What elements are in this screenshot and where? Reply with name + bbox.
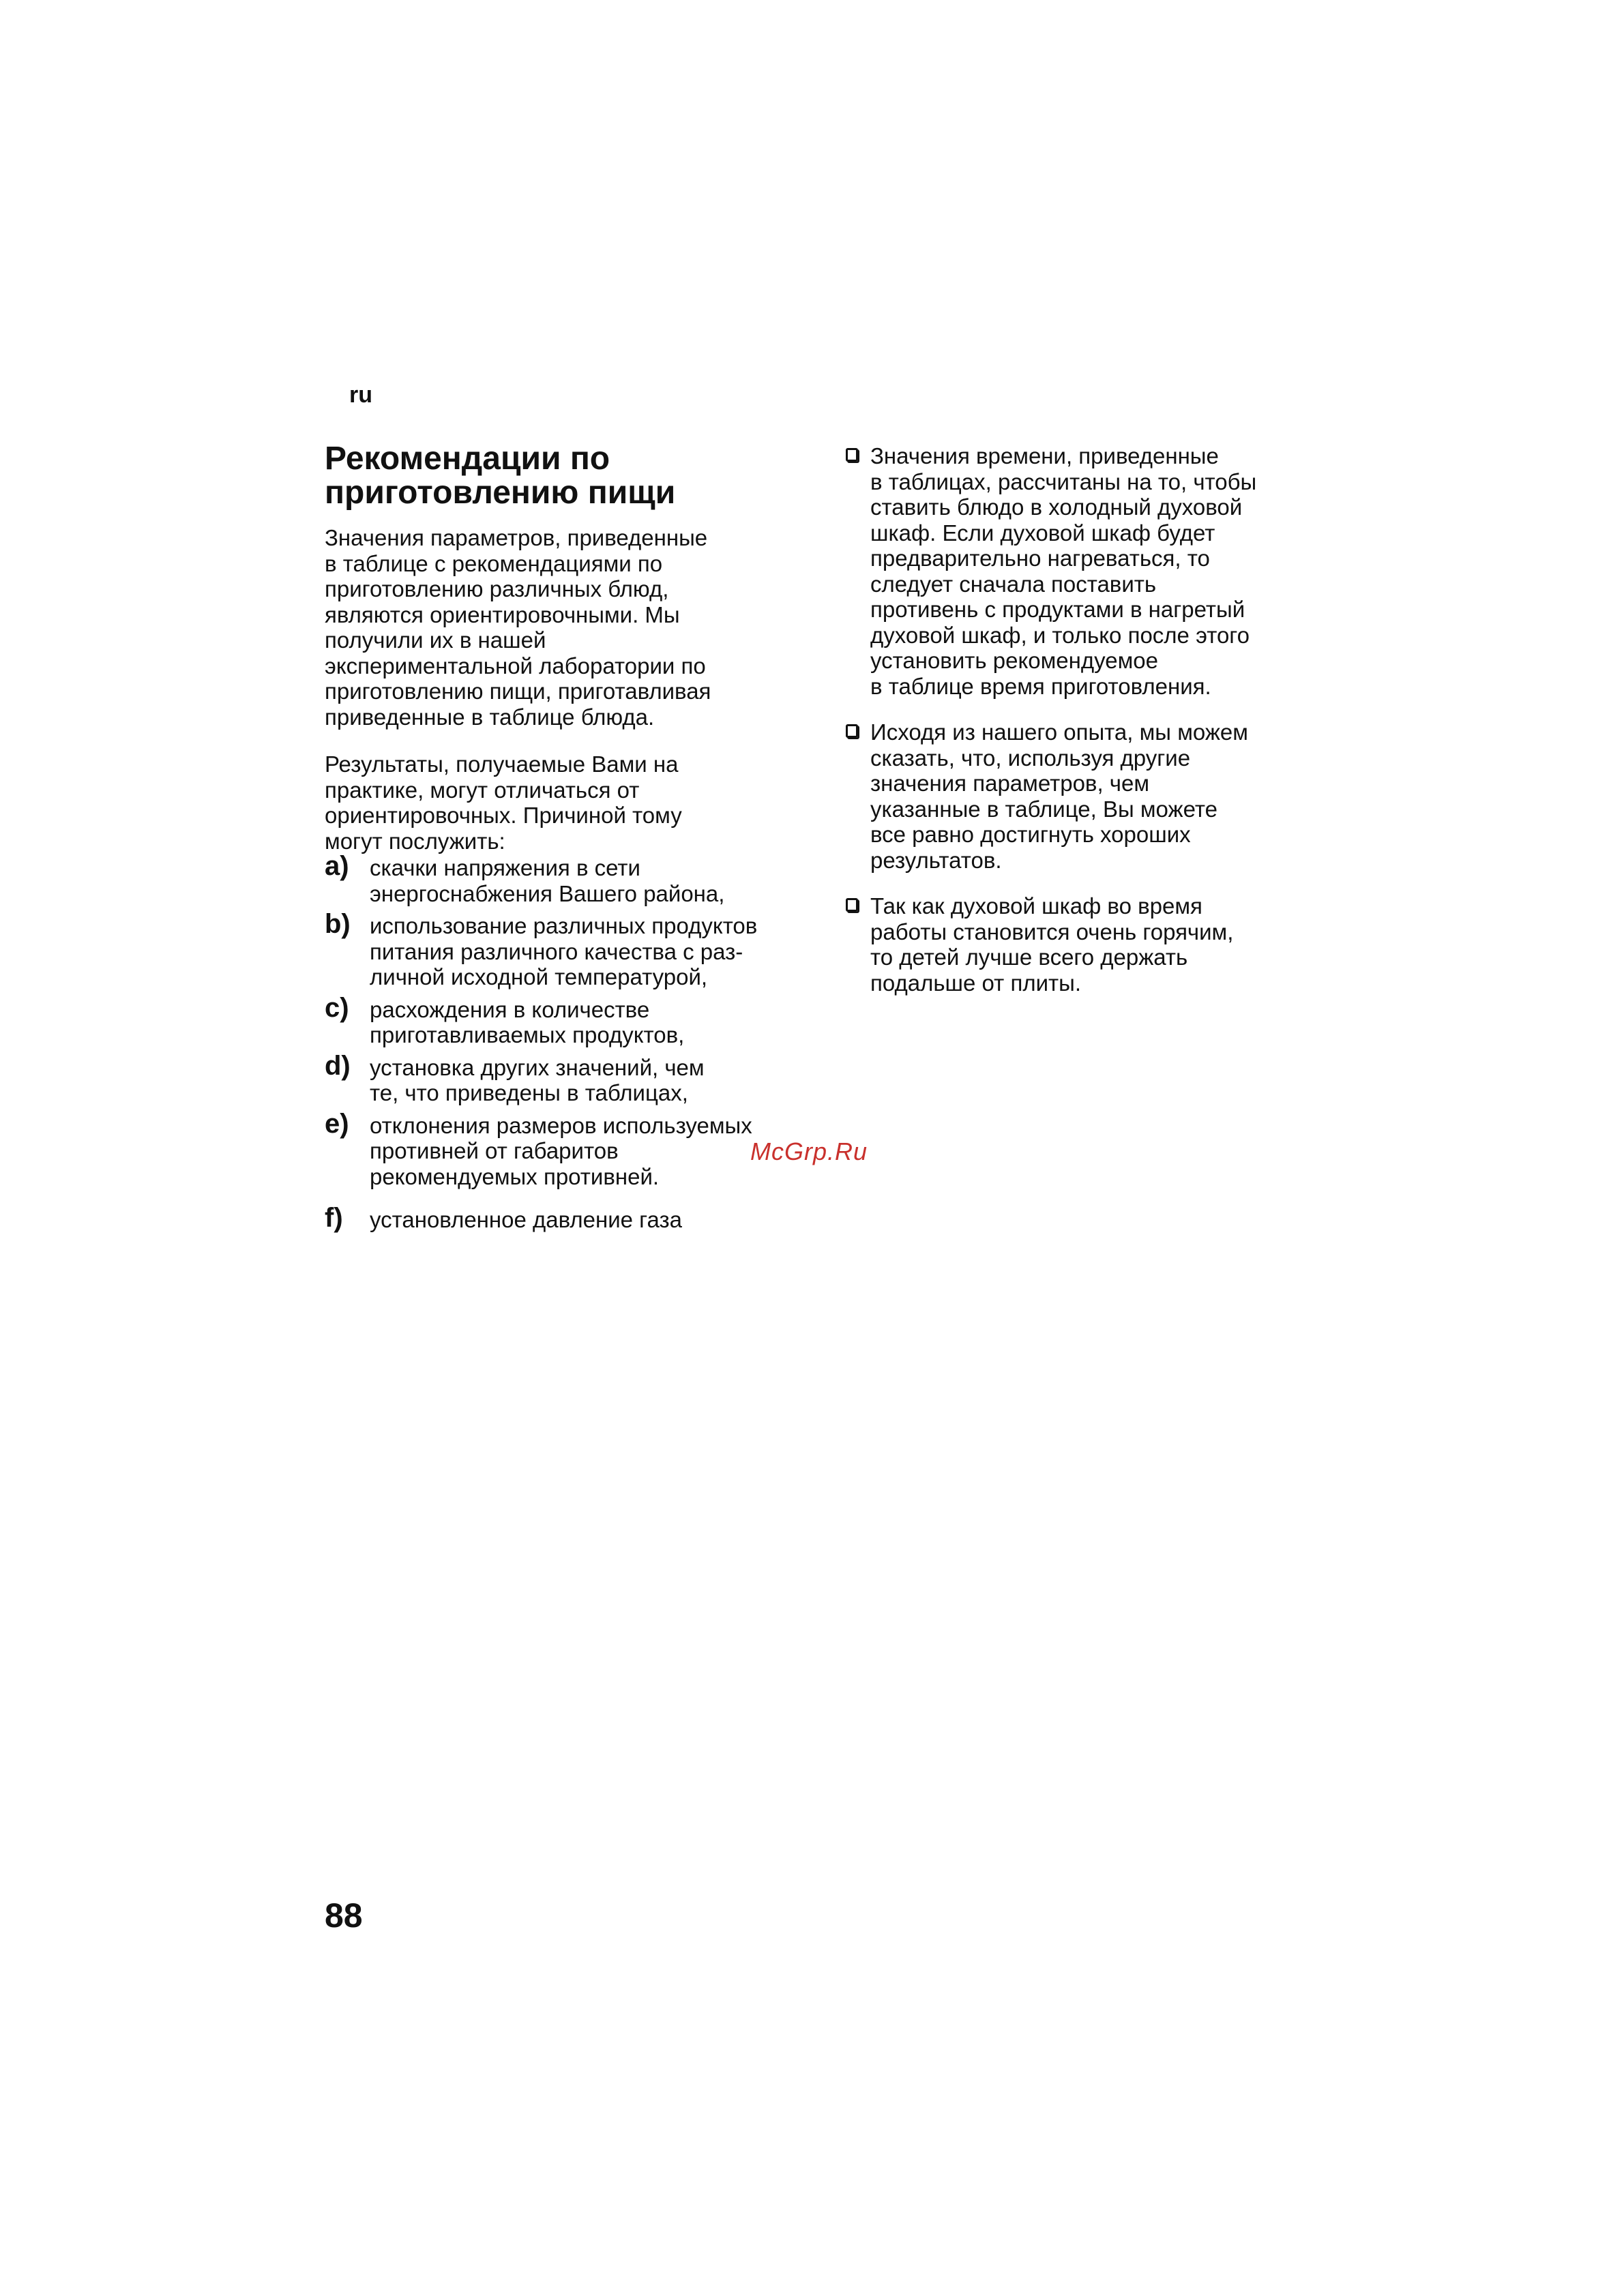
text-line: получили их в нашей: [325, 627, 546, 653]
list-item-letter: d): [325, 1050, 351, 1081]
section-title: [325, 442, 816, 510]
text-line: ставить блюдо в холодный духовой: [870, 494, 1243, 520]
text-line: подальше от плиты.: [870, 970, 1082, 996]
page-number: 88: [325, 1896, 363, 1935]
text-line: Значения времени, приведенные: [870, 443, 1219, 468]
text-line: практике, могут отличаться от: [325, 777, 640, 803]
text-line: в таблице с рекомендациями по: [325, 550, 663, 576]
text-line: духовой шкаф, и только после этого: [870, 622, 1250, 648]
list-item: [325, 1050, 816, 1106]
right-column: [844, 443, 1335, 1016]
text-line: скачки напряжения в сети: [370, 855, 640, 880]
text-line: то детей лучше всего держать: [870, 944, 1188, 970]
text-line: личной исходной температурой,: [370, 964, 708, 989]
text-line: энергоснабжения Вашего района,: [370, 880, 725, 906]
list-item: [325, 1203, 816, 1233]
text-line: противней от габаритов: [370, 1138, 619, 1163]
text-line: расхождения в количестве: [370, 996, 650, 1022]
checkbox-bullet-icon: [846, 448, 858, 462]
language-code: ru: [349, 382, 372, 408]
list-item-letter: c): [325, 992, 349, 1023]
text-line: установка других значений, чем: [370, 1054, 705, 1080]
bullet-item: [844, 719, 1335, 873]
text-line: шкаф. Если духовой шкаф будет: [870, 520, 1215, 546]
reasons-list: [325, 851, 816, 1233]
text-line: установить рекомендуемое: [870, 648, 1159, 673]
list-item: [325, 992, 816, 1048]
watermark-link[interactable]: McGrp.Ru: [750, 1137, 868, 1165]
text-line: Значения параметров, приведенные: [325, 525, 708, 550]
text-line: Исходя из нашего опыта, мы можем: [870, 719, 1248, 745]
list-item-letter: a): [325, 851, 349, 881]
text-line: питания различного качества с раз-: [370, 938, 743, 964]
section-title-line: Рекомендации по: [325, 441, 610, 477]
section-title-line: приготовлению пищи: [325, 475, 676, 511]
text-line: результатов.: [870, 847, 1002, 873]
text-line: использование различных продуктов: [370, 913, 758, 938]
text-line: экспериментальной лаборатории по: [325, 653, 706, 679]
list-item: [325, 1108, 816, 1190]
list-item-letter: f): [325, 1203, 343, 1233]
bullet-item: [844, 443, 1335, 699]
text-line: приведенные в таблице блюда.: [325, 704, 655, 730]
text-line: следует сначала поставить: [870, 571, 1157, 597]
checkbox-bullet-icon: [846, 724, 858, 738]
text-line: приготовлению различных блюд,: [325, 576, 669, 601]
text-line: приготовлению пищи, приготавливая: [325, 679, 711, 704]
list-item: [325, 851, 816, 906]
text-line: противень с продуктами в нагретый: [870, 597, 1245, 622]
results-paragraph: [325, 751, 816, 854]
bullet-item: [844, 893, 1335, 996]
text-line: значения параметров, чем: [870, 771, 1150, 796]
text-line: сказать, что, используя другие: [870, 745, 1191, 771]
text-line: работы становится очень горячим,: [870, 919, 1234, 944]
text-line: в таблице время приготовления.: [870, 673, 1211, 699]
text-line: предварительно нагреваться, то: [870, 546, 1210, 571]
text-line: установленное давление газа: [370, 1207, 682, 1232]
text-line: ориентировочных. Причиной тому: [325, 803, 682, 828]
text-line: все равно достигнуть хороших: [870, 822, 1191, 847]
text-line: указанные в таблице, Вы можете: [870, 796, 1217, 822]
list-item-letter: b): [325, 909, 351, 939]
text-line: Результаты, получаемые Вами на: [325, 751, 679, 777]
checkbox-bullet-icon: [846, 898, 858, 912]
text-line: те, что приведены в таблицах,: [370, 1080, 688, 1105]
left-column: [325, 442, 816, 1240]
text-line: в таблицах, рассчитаны на то, чтобы: [870, 468, 1257, 494]
list-item-letter: e): [325, 1108, 349, 1139]
text-line: являются ориентировочными. Мы: [325, 601, 680, 627]
text-line: приготавливаемых продуктов,: [370, 1022, 685, 1047]
text-line: могут послужить:: [325, 828, 505, 854]
text-line: рекомендуемых противней.: [370, 1163, 660, 1189]
text-line: Так как духовой шкаф во время: [870, 893, 1202, 919]
text-line: отклонения размеров используемых: [370, 1112, 752, 1138]
list-item: [325, 909, 816, 990]
intro-paragraph: [325, 525, 816, 730]
